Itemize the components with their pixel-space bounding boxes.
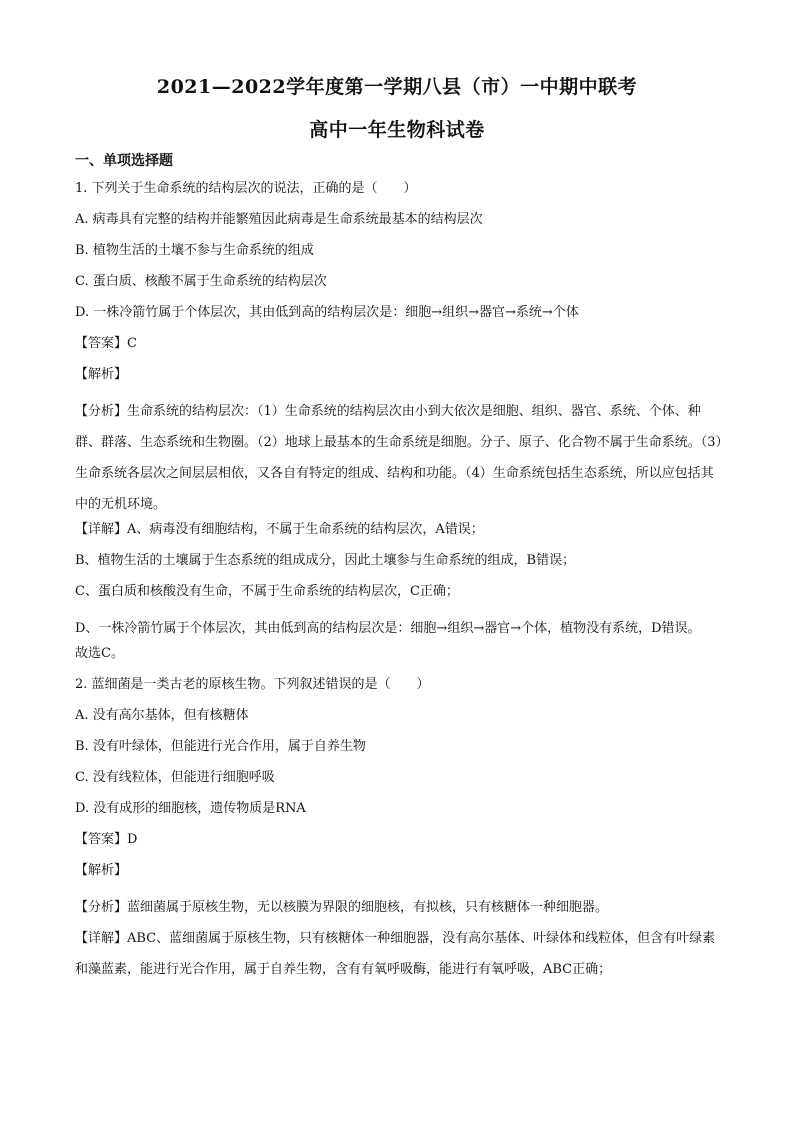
- q1-option-a: A. 病毒具有完整的结构并能繁殖因此病毒是生命系统最基本的结构层次: [75, 212, 483, 227]
- q2-option-d: D. 没有成形的细胞核，遗传物质是RNA: [75, 801, 306, 816]
- q2-stem: 2. 蓝细菌是一类古老的原核生物。下列叙述错误的是（ ）: [75, 677, 430, 692]
- q1-analysis-label: 【解析】: [75, 367, 128, 382]
- q1-conclusion: 故选C。: [75, 646, 124, 661]
- q1-detail-b: B、植物生活的土壤属于生态系统的组成成分，因此土壤参与生命系统的组成，B错误；: [75, 553, 576, 568]
- q2-option-c: C. 没有线粒体，但能进行细胞呼吸: [75, 770, 275, 785]
- q1-fenxi: 【分析】生命系统的结构层次：（1）生命系统的结构层次由小到大依次是细胞、组织、器官、系统、个体、种群、群落、生态系统和生物圈。（2）地球上最基本的生命系统是细胞。分子、原子、化合物不属于生命系统。（3）生命系统各层次之间层层相依，又各自有特定的组成、结构和功能。（4）生命系统包括生态系统，所以应包括其中的无机环境。: [75, 404, 723, 512]
- q2-detail: 【详解】ABC、蓝细菌属于原核生物，只有核糖体一种细胞器，没有高尔基体、叶绿体和线粒体，但含有叶绿素和藻蓝素，能进行光合作用，属于自养生物，含有有氧呼吸酶，能进行有氧呼吸，ABC正确；: [75, 931, 716, 977]
- q1-stem: 1. 下列关于生命系统的结构层次的说法，正确的是（ ）: [75, 181, 417, 196]
- q1-detail-c: C、蛋白质和核酸没有生命，不属于生命系统的结构层次，C正确；: [75, 584, 459, 599]
- q2-option-b: B. 没有叶绿体，但能进行光合作用，属于自养生物: [75, 739, 366, 754]
- q2-fenxi: 【分析】蓝细菌属于原核生物，无以核膜为界限的细胞核，有拟核，只有核糖体一种细胞器。: [75, 900, 609, 915]
- q2-option-a: A. 没有高尔基体，但有核糖体: [75, 708, 249, 723]
- exam-subtitle: 高中一年生物科试卷: [309, 119, 485, 141]
- question-content: [75, 179, 725, 985]
- q2-answer: 【答案】D: [75, 832, 138, 847]
- q1-detail-a: 【详解】A、病毒没有细胞结构，不属于生命系统的结构层次，A错误；: [75, 522, 484, 537]
- section-heading: 一、单项选择题: [75, 153, 173, 169]
- q1-detail-d: D、一株冷箭竹属于个体层次，其由低到高的结构层次是：细胞→组织→器官→个体，植物没有系统，D错误。: [75, 621, 701, 636]
- q2-analysis-label: 【解析】: [75, 863, 128, 878]
- q1-option-c: C. 蛋白质、核酸不属于生命系统的结构层次: [75, 274, 327, 289]
- q1-option-b: B. 植物生活的土壤不参与生命系统的组成: [75, 243, 314, 258]
- exam-title: 2021—2022学年度第一学期八县（市）一中期中联考: [156, 76, 638, 98]
- q1-option-d: D. 一株冷箭竹属于个体层次，其由低到高的结构层次是：细胞→组织→器官→系统→个体: [75, 305, 579, 320]
- q1-answer: 【答案】C: [75, 336, 137, 351]
